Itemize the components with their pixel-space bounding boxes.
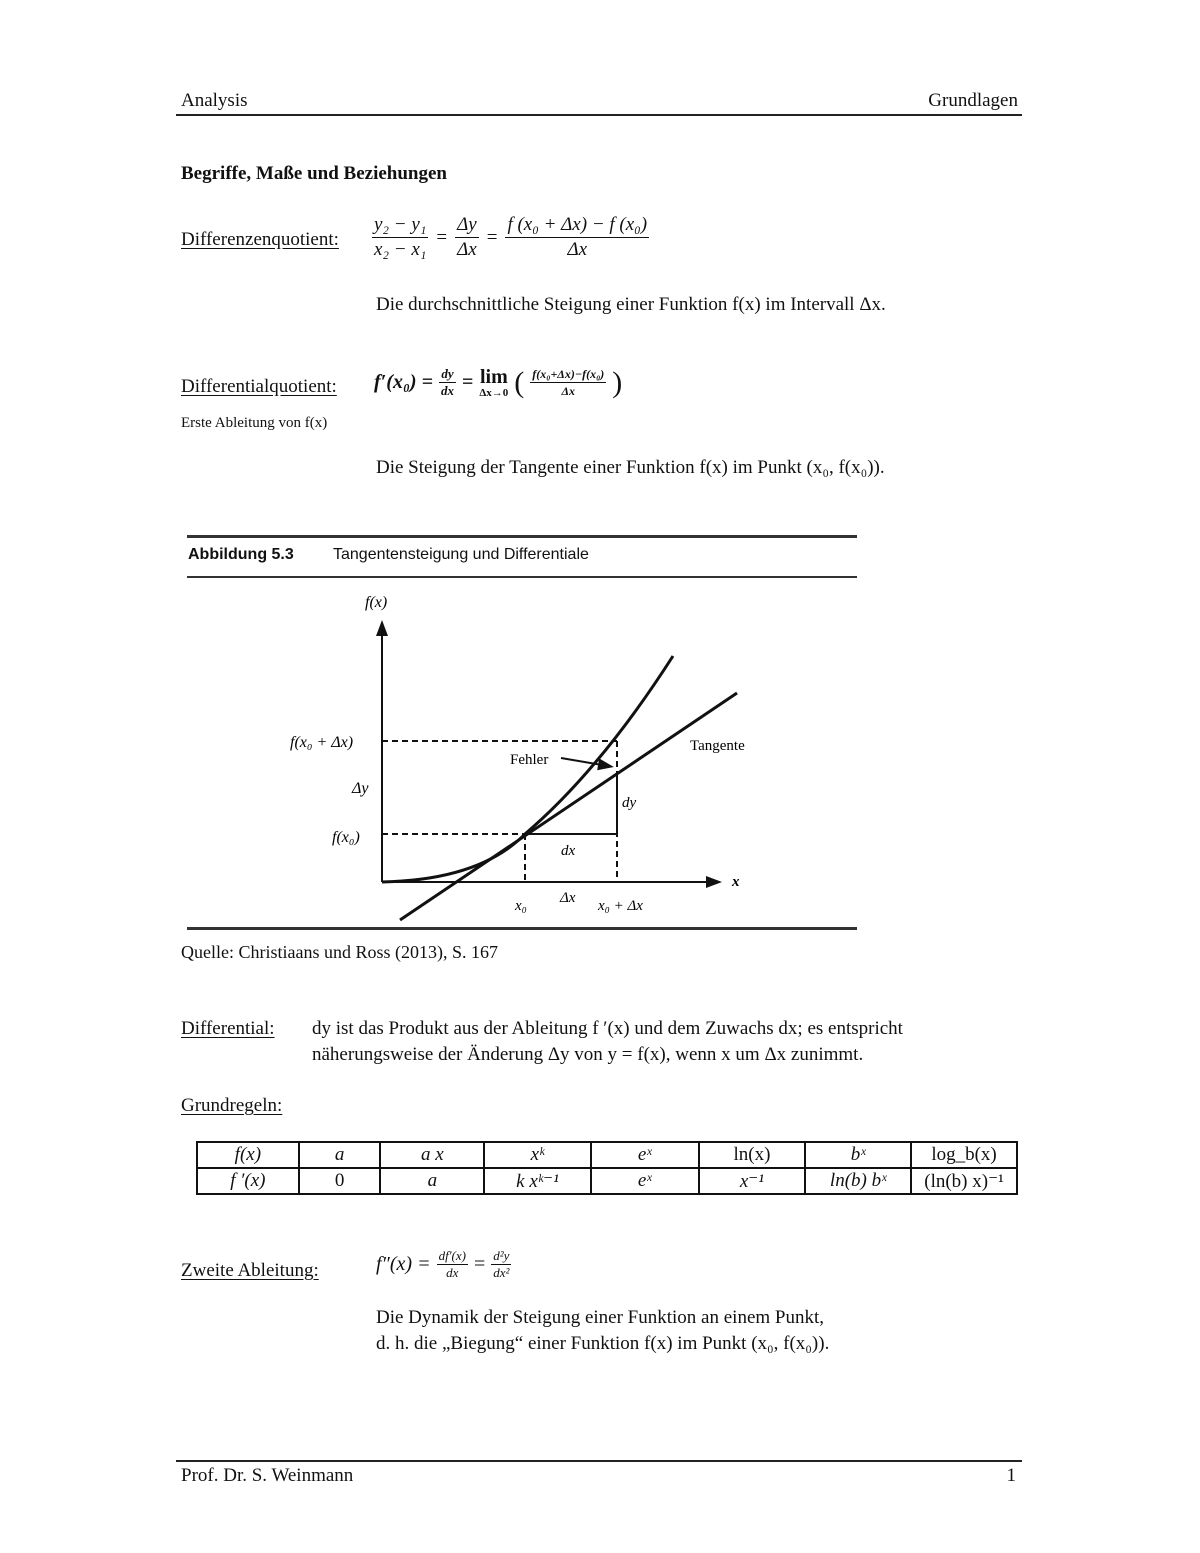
numerator: y₂ − y₁ [372, 213, 428, 238]
grundregeln-label: Grundregeln: [181, 1095, 283, 1116]
header-rule [176, 114, 1022, 116]
header-left: Analysis [181, 90, 248, 111]
delta-y-label: Δy [352, 780, 369, 797]
function-curve [382, 656, 673, 882]
denominator: dx² [493, 1265, 510, 1280]
x0-plus-dx-label: x₀ + Δx [598, 898, 643, 914]
equals-sign: = [461, 371, 474, 393]
denominator: x₂ − x₁ [374, 239, 427, 260]
numerator: Δy [455, 213, 479, 238]
page-number: 1 [1006, 1465, 1016, 1486]
limit-operator [479, 367, 508, 399]
differential-label: Differential: [181, 1018, 275, 1039]
second-derivative-label: Zweite Ableitung: [181, 1260, 319, 1281]
section-title: Begriffe, Maße und Beziehungen [181, 163, 447, 184]
differential-line-2: näherungsweise der Änderung Δy von y = f(x), wenn x um Δx zunimmt. [312, 1044, 864, 1065]
table-row [197, 1168, 1017, 1194]
footer-rule [176, 1460, 1022, 1462]
tangent-label: Tangente [690, 738, 745, 754]
dx-label: dx [561, 843, 576, 859]
derivative-lhs: f′(x₀) = [374, 371, 433, 393]
equals-sign: = [486, 226, 498, 248]
table-cell: bˣ [805, 1142, 911, 1168]
differential-line-1: dy ist das Produkt aus der Ableitung f ′(x) und dem Zuwachs dx; es entspricht [312, 1018, 903, 1039]
table-cell: k xᵏ⁻¹ [484, 1168, 591, 1194]
tangent-figure [180, 580, 870, 930]
denominator: Δx [567, 239, 588, 260]
header-right: Grundlagen [928, 90, 1018, 111]
derivative-rules-table [196, 1141, 1018, 1195]
dy-label: dy [622, 795, 637, 811]
diff-quotient-description: Die durchschnittliche Steigung einer Funktion f(x) im Intervall Δx. [376, 294, 886, 315]
table-cell: a x [380, 1142, 484, 1168]
differential-quotient-description: Die Steigung der Tangente einer Funktion f(x) im Punkt (x₀, f(x₀)). [376, 457, 885, 478]
error-arrow [561, 758, 608, 766]
diff-quotient-label: Differenzenquotient: [181, 229, 339, 250]
fraction [491, 1248, 511, 1281]
figure-label: Abbildung 5.3 [188, 546, 294, 563]
table-cell: ln(x) [699, 1142, 806, 1168]
table-cell: 0 [299, 1168, 381, 1194]
limit-subscript: Δx→0 [479, 386, 509, 399]
fraction [455, 213, 479, 262]
table-cell: ln(b) bˣ [805, 1168, 911, 1194]
table-cell: x⁻¹ [699, 1168, 806, 1194]
denominator: Δx [561, 384, 576, 398]
second-derivative-lhs: f″(x) = [376, 1253, 431, 1275]
tangent-line [400, 693, 737, 920]
y-axis-label: f(x) [365, 594, 388, 611]
first-derivative-label: Erste Ableitung von f(x) [181, 415, 328, 431]
x0-label: x₀ [515, 898, 527, 914]
table-cell: xᵏ [484, 1142, 591, 1168]
footer-author: Prof. Dr. S. Weinmann [181, 1465, 354, 1486]
table-cell: eˣ [591, 1142, 699, 1168]
fx0-plus-dx-label: f(x₀ + Δx) [290, 734, 354, 751]
numerator: dy [441, 366, 454, 381]
denominator: Δx [457, 239, 477, 260]
fraction [505, 213, 649, 262]
differential-quotient-formula: f′(x₀) = $\frac{dy}{dx}$ = lim Δx→0 ( $\frac{\text{f(x₀+Δx)−f(x₀)}}{\Delta x}$ ) [374, 365, 623, 399]
denominator: dx [446, 1265, 459, 1280]
figure-title: Tangentensteigung und Differentiale [333, 546, 589, 563]
table-cell: f ′(x) [197, 1168, 299, 1194]
fraction [439, 366, 456, 399]
second-derivative-desc-2: d. h. die „Biegung“ einer Funktion f(x) im Punkt (x₀, f(x₀)). [376, 1333, 830, 1354]
table-cell: f(x) [197, 1142, 299, 1168]
table-cell: a [380, 1168, 484, 1194]
table-cell: eˣ [591, 1168, 699, 1194]
second-derivative-formula [376, 1248, 511, 1281]
denominator: dx [440, 383, 454, 398]
fraction [530, 366, 606, 399]
table-row [197, 1142, 1017, 1168]
fraction [437, 1248, 468, 1281]
x-axis-label: x [732, 874, 740, 890]
figure-top-rule [187, 535, 857, 538]
error-label: Fehler [510, 752, 549, 768]
differential-quotient-label: Differentialquotient: [181, 376, 337, 397]
table-cell: a [299, 1142, 381, 1168]
fraction [372, 213, 428, 262]
numerator: f(x₀+Δx)−f(x₀) [532, 367, 605, 381]
figure-bottom-rule [187, 927, 857, 930]
numerator: d²y [493, 1248, 510, 1263]
equals-sign: = [473, 1253, 486, 1275]
diff-quotient-formula [372, 213, 649, 262]
table-cell: log_b(x) [911, 1142, 1017, 1168]
figure-source: Quelle: Christiaans und Ross (2013), S. 167 [181, 942, 498, 962]
fx0-label: f(x₀) [332, 829, 360, 846]
equals-sign: = [436, 226, 448, 248]
figure-title-rule [187, 576, 857, 578]
numerator: df′(x) [438, 1248, 466, 1263]
second-derivative-desc-1: Die Dynamik der Steigung einer Funktion an einem Punkt, [376, 1307, 825, 1328]
numerator: f (x₀ + Δx) − f (x₀) [505, 213, 649, 238]
delta-x-label: Δx [560, 890, 576, 906]
table-cell: (ln(b) x)⁻¹ [911, 1168, 1017, 1194]
limit-text: lim [479, 365, 508, 388]
